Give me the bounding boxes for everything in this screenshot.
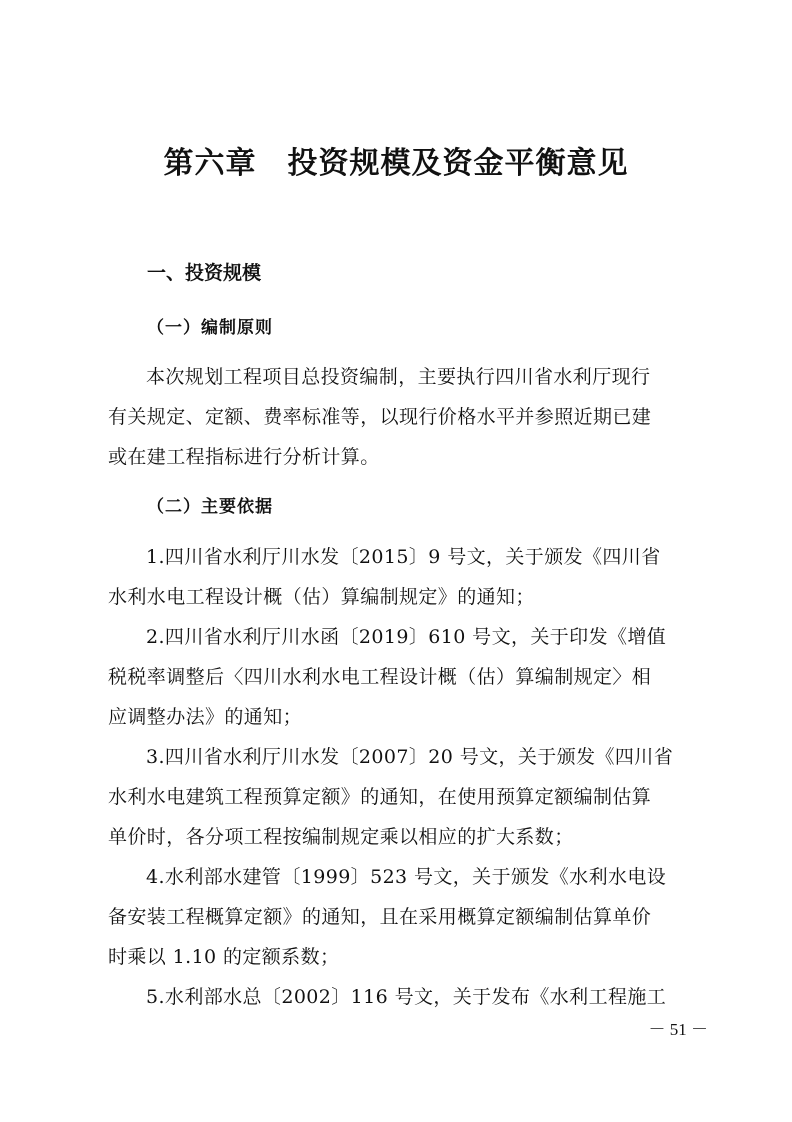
list-item-line: 5.水利部水总〔2002〕116 号文，关于发布《水利工程施工 xyxy=(146,986,667,1008)
list-item-line: 3.四川省水利厅川水发〔2007〕20 号文，关于颁发《四川省 xyxy=(146,746,674,768)
basis-item-5 xyxy=(108,977,698,1017)
chapter-title: 第六章 投资规模及资金平衡意见 xyxy=(163,146,629,181)
list-item-line: 1.四川省水利厅川水发〔2015〕9 号文，关于颁发《四川省 xyxy=(146,546,661,568)
subsection-heading-principles: （一）编制原则 xyxy=(147,318,273,338)
list-item-line: 单价时，各分项工程按编制规定乘以相应的扩大系数； xyxy=(108,826,574,848)
list-item-line: 2.四川省水利厅川水函〔2019〕610 号文，关于印发《增值 xyxy=(146,626,667,648)
subsection-heading-basis: （二）主要依据 xyxy=(147,497,273,517)
list-item-line: 4.水利部水建管〔1999〕523 号文，关于颁发《水利水电设 xyxy=(146,866,667,888)
paragraph-line: 本次规划工程项目总投资编制，主要执行四川省水利厅现行 xyxy=(146,366,651,388)
principles-paragraph xyxy=(108,357,698,477)
list-item-line: 备安装工程概算定额》的通知，且在采用概算定额编制估算单价 xyxy=(108,906,652,928)
list-item-line: 水利水电工程设计概（估）算编制规定》的通知； xyxy=(108,586,535,608)
list-item-line: 时乘以 1.10 的定额系数； xyxy=(108,946,340,968)
basis-item-4 xyxy=(108,857,698,977)
basis-list xyxy=(108,537,698,1017)
list-item-line: 税税率调整后〈四川水利水电工程设计概（估）算编制规定〉相 xyxy=(108,666,652,688)
list-item-line: 水利水电建筑工程预算定额》的通知，在使用预算定额编制估算 xyxy=(108,786,652,808)
paragraph-line: 有关规定、定额、费率标准等，以现行价格水平并参照近期已建 xyxy=(108,406,652,428)
basis-item-2 xyxy=(108,617,698,737)
paragraph-line: 或在建工程指标进行分析计算。 xyxy=(108,446,380,468)
page-number: － 51 － xyxy=(648,1020,708,1039)
basis-item-1 xyxy=(108,537,698,617)
list-item-line: 应调整办法》的通知； xyxy=(108,706,303,728)
basis-item-3 xyxy=(108,737,698,857)
section-heading-investment-scale: 一、投资规模 xyxy=(147,262,262,284)
